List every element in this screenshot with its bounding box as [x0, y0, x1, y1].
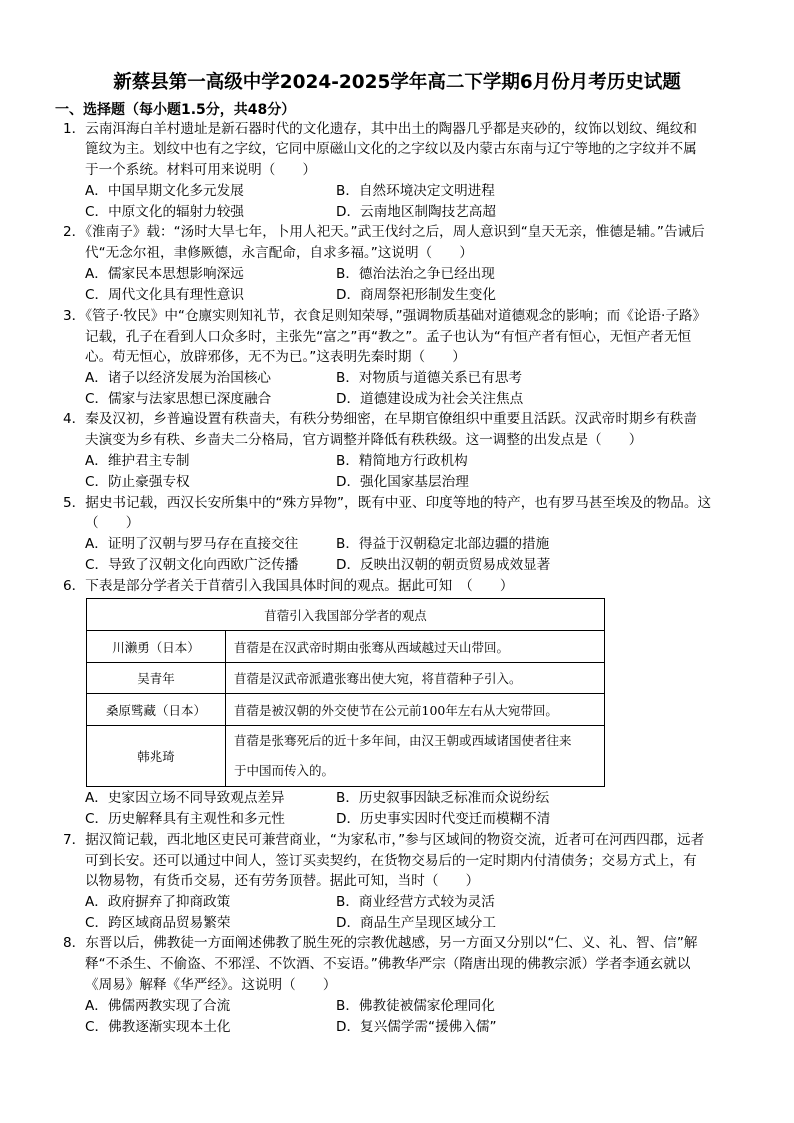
table-cell-view: 苜蓿是被汉朝的外交使节在公元前100年左右从大宛带回。	[226, 694, 605, 726]
question-4-line-1: 4．秦及汉初，乡普遍设置有秩啬夫，有秩分势细密，在早期官僚组织中重要且活跃。汉武帝时期乡有秩啬	[63, 411, 697, 427]
table-header: 苜蓿引入我国部分学者的观点	[87, 599, 605, 631]
question-1-line-1: 1．云南洱海白羊村遗址是新石器时代的文化遗存，其中出土的陶器几乎都是夹砂的，纹饰以划纹、绳纹和	[63, 121, 697, 137]
question-3-line-3: 心。苟无恒心，放辟邪侈，无不为已。”这表明先秦时期（ ）	[85, 349, 466, 365]
question-6-option-a: A．史家因立场不同导致观点差异	[85, 790, 285, 806]
table-row	[87, 631, 605, 663]
table-cell-view: 苜蓿是汉武帝派遣张骞出使大宛，将苜蓿种子引入。	[226, 663, 605, 694]
question-3-line-1: 3．《管子·牧民》中“仓廪实则知礼节，衣食足则知荣辱，”强调物质基础对道德观念的影响；而《论语·子路》	[63, 308, 707, 324]
question-2-option-d: D．商周祭祀形制发生变化	[336, 287, 496, 303]
question-7-option-d: D．商品生产呈现区域分工	[336, 915, 496, 931]
question-2-option-a: A．儒家民本思想影响深远	[85, 266, 244, 282]
question-2-line-2: 代“无念尔祖，聿修厥德，永言配命，自求多福。”这说明（ ）	[85, 245, 473, 261]
table-row	[87, 663, 605, 694]
question-1-option-a: A．中国早期文化多元发展	[85, 183, 244, 199]
question-8-option-d: D．复兴儒学需“援佛入儒”	[336, 1019, 497, 1035]
question-6-option-c: C．历史解释具有主观性和多元性	[85, 811, 285, 827]
table-cell-scholar: 桑原骘藏（日本）	[87, 694, 226, 726]
question-4-option-d: D．强化国家基层治理	[336, 474, 469, 490]
question-5-option-c: C．导致了汉朝文化向西欧广泛传播	[85, 557, 299, 573]
question-8-option-b: B．佛教徒被儒家伦理同化	[336, 998, 495, 1014]
question-4-option-a: A．维护君主专制	[85, 453, 190, 469]
question-5-option-b: B．得益于汉朝稳定北部边疆的措施	[336, 536, 550, 552]
question-6-option-b: B．历史叙事因缺乏标准而众说纷纭	[336, 790, 550, 806]
question-2-option-b: B．德治法治之争已经出现	[336, 266, 495, 282]
question-8-line-2: 释“不杀生、不偷盗、不邪淫、不饮酒、不妄语。”佛教华严宗（隋唐出现的佛教宗派）学者李通玄就以	[85, 956, 691, 972]
table-cell-view: 苜蓿是在汉武帝时期由张骞从西域越过天山带回。	[226, 631, 605, 663]
question-5-option-d: D．反映出汉朝的朝贡贸易成效显著	[336, 557, 551, 573]
question-1-line-2: 篦纹为主。划纹中也有之字纹，它同中原磁山文化的之字纹以及内蒙古东南与辽宁等地的之字纹并不属	[85, 141, 697, 157]
question-6-line-1: 6．下表是部分学者关于苜蓿引入我国具体时间的观点。据此可知 （ ）	[63, 578, 514, 594]
question-8-line-3: 《周易》解释《华严经》。这说明（ ）	[85, 977, 337, 993]
question-3-option-d: D．道德建设成为社会关注焦点	[336, 391, 524, 407]
exam-title: 新蔡县第一高级中学2024-2025学年高二下学期6月份月考历史试题	[113, 72, 681, 93]
question-4-option-b: B．精简地方行政机构	[336, 453, 468, 469]
table-cell-view-line-1: 苜蓿是张骞死后的近十多年间，由汉王朝或西域诸国使者往来	[234, 733, 572, 748]
question-2-line-1: 2．《淮南子》载：“汤时大旱七年，卜用人祀天。”武王伐纣之后，周人意识到“皇天无亲，惟德是辅。”告诫后	[63, 224, 705, 240]
question-7-option-a: A．政府摒弃了抑商政策	[85, 894, 231, 910]
question-8-option-c: C．佛教逐渐实现本土化	[85, 1019, 231, 1035]
table-row	[87, 694, 605, 726]
question-3-option-b: B．对物质与道德关系已有思考	[336, 370, 523, 386]
question-8-option-a: A．佛儒两教实现了合流	[85, 998, 231, 1014]
section-heading: 一、选择题（每小题1.5分，共48分）	[55, 102, 296, 118]
table-cell-scholar: 吴青年	[87, 663, 226, 694]
question-7-line-2: 可到长安。还可以通过中间人，签订买卖契约，在货物交易后的一定时期内付清债务；交易方式上，有	[85, 853, 697, 869]
question-7-line-3: 以物易物，有货币交易，还有劳务顶替。据此可知，当时（ ）	[85, 873, 480, 889]
question-4-option-c: C．防止豪强专权	[85, 474, 190, 490]
question-1-option-d: D．云南地区制陶技艺高超	[336, 204, 496, 220]
table-cell-scholar: 韩兆琦	[87, 726, 226, 787]
question-1-line-3: 于一个系统。材料可用来说明（ ）	[85, 162, 317, 178]
question-3-option-c: C．儒家与法家思想已深度融合	[85, 391, 272, 407]
table-cell-view-line-2: 于中国而传入的。	[234, 763, 335, 778]
table-row	[87, 726, 605, 787]
question-5-line-1: 5．据史书记载，西汉长安所集中的“殊方异物”，既有中亚、印度等地的特产，也有罗马甚至埃及的物品。这	[63, 495, 712, 511]
question-3-option-a: A．诸子以经济发展为治国核心	[85, 370, 272, 386]
question-7-option-c: C．跨区域商品贸易繁荣	[85, 915, 231, 931]
question-6-option-d: D．历史事实因时代变迁而模糊不清	[336, 811, 551, 827]
question-8-line-1: 8．东晋以后，佛教徒一方面阐述佛教了脱生死的宗教优越感，另一方面又分别以“仁、义、礼、智、信”解	[63, 935, 698, 951]
scholar-views-table	[86, 598, 605, 787]
question-4-line-2: 夫演变为乡有秩、乡啬夫二分格局，官方调整并降低有秩秩级。这一调整的出发点是（ ）	[85, 432, 643, 448]
question-7-line-1: 7．据汉简记载，西北地区吏民可兼营商业，“为家私市，”参与区域间的物资交流，近者可在河西四郡，远者	[63, 832, 705, 848]
table-cell-view	[226, 726, 605, 787]
question-1-option-b: B．自然环境决定文明进程	[336, 183, 495, 199]
question-7-option-b: B．商业经营方式较为灵活	[336, 894, 495, 910]
question-1-option-c: C．中原文化的辐射力较强	[85, 204, 245, 220]
question-5-option-a: A．证明了汉朝与罗马存在直接交往	[85, 536, 299, 552]
question-2-option-c: C．周代文化具有理性意识	[85, 287, 245, 303]
question-5-line-2: （ ）	[85, 515, 140, 531]
table-cell-scholar: 川濑勇（日本）	[87, 631, 226, 663]
question-3-line-2: 记载，孔子在看到人口众多时，主张先“富之”再“教之”。孟子也认为“有恒产者有恒心，无恒产者无恒	[85, 329, 692, 345]
